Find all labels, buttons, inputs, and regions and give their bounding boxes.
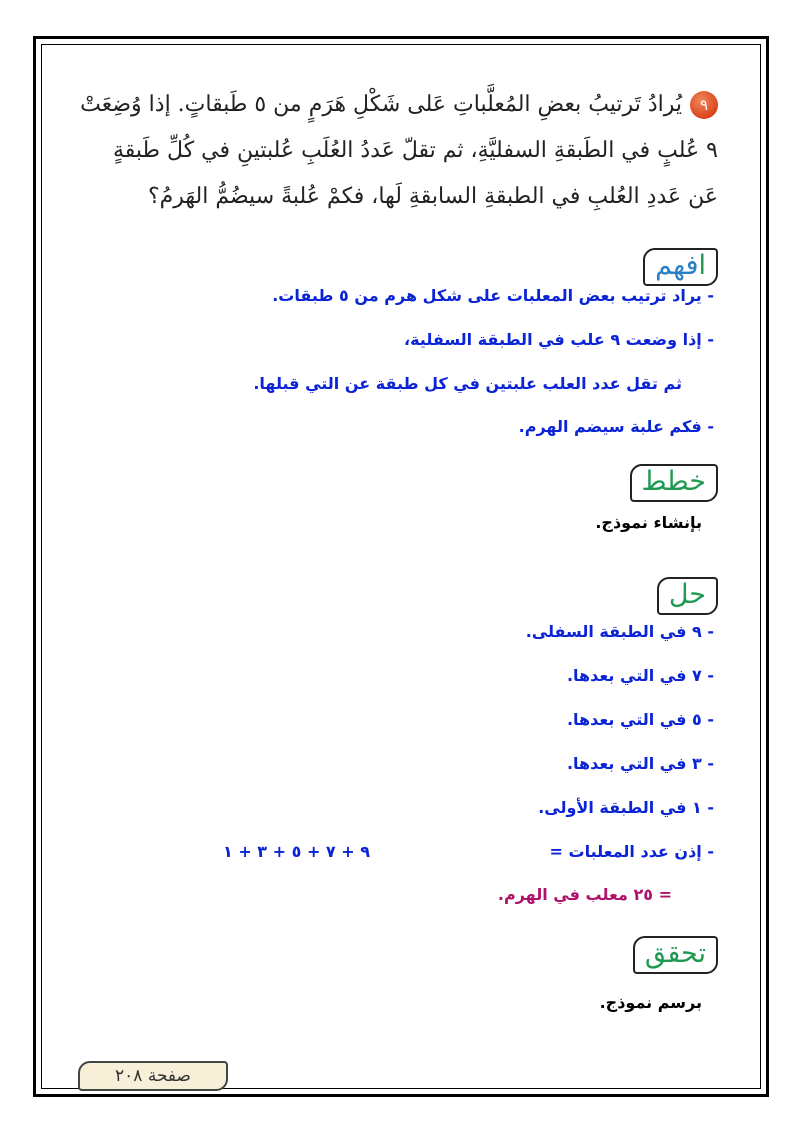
understand-point-4: - فكم علبة سيضم الهرم. [518, 417, 714, 436]
check-tag: تحقق [633, 936, 718, 974]
solve-step-5: - ١ في الطبقة الأولى. [538, 798, 714, 817]
check-text: برسم نموذج. [599, 993, 702, 1012]
question-number-badge: ٩ [690, 91, 718, 119]
problem-line-2: ٩ عُلبٍ في الطَبقةِ السفليَّةِ، ثم تقلّ عَددُ العُلَبِ عُلبتينِ في كُلِّ طَبقةٍ [112, 138, 718, 163]
solve-step-2: - ٧ في التي بعدها. [566, 666, 714, 685]
plan-text: بإنشاء نموذج. [595, 513, 702, 532]
problem-line-3: عَن عَددِ العُلبِ في الطبقةِ السابقةِ لَها، فكمْ عُلبةً سيضُمُّ الهَرمُ؟ [147, 184, 718, 209]
solve-tag: حل [657, 577, 718, 615]
solve-step-3: - ٥ في التي بعدها. [566, 710, 714, 729]
solve-sum-expression: ٩ + ٧ + ٥ + ٣ + ١ [222, 842, 370, 861]
understand-point-1: - يراد ترتيب بعض المعلبات على شكل هرم من ٥ طبقات. [272, 286, 714, 305]
understand-tag: افهم [643, 248, 718, 286]
page-number-badge: صفحة ٢٠٨ [78, 1061, 228, 1091]
solve-result: = ٢٥ معلب في الهرم. [497, 885, 672, 904]
problem-line-1: ٩يُرادُ تَرتيبُ بعضِ المُعلَّباتِ عَلى شَكْلِ هَرَمٍ من ٥ طَبقاتٍ. إذا وُضِعَتْ [68, 82, 718, 128]
solve-sum-label: - إذن عدد المعلبات = [549, 842, 714, 861]
understand-point-3: ثم تقل عدد العلب علبتين في كل طبقة عن التي قبلها. [253, 374, 682, 393]
understand-point-2: - إذا وضعت ٩ علب في الطبقة السفلية، [404, 330, 714, 349]
plan-tag: خطط [630, 464, 718, 502]
solve-step-4: - ٣ في التي بعدها. [566, 754, 714, 773]
problem-statement [68, 82, 718, 220]
solve-step-1: - ٩ في الطبقة السفلى. [525, 622, 714, 641]
